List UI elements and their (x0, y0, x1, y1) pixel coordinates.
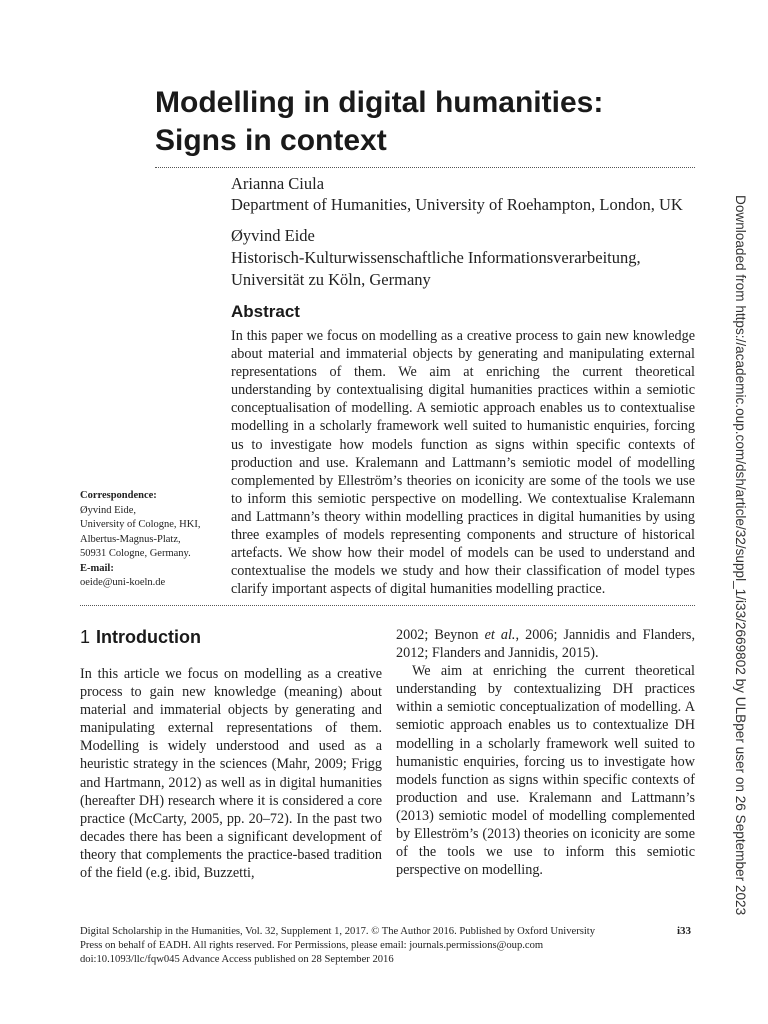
author-affiliation (231, 194, 701, 216)
abstract-heading: Abstract (231, 302, 300, 321)
footer-line: Digital Scholarship in the Humanities, Vol. 32, Supplement 1, 2017. © The Author 2016. Published by Oxford University (80, 926, 596, 937)
email-link[interactable]: oeide@uni-koeln.de (80, 577, 166, 588)
correspondence-block (80, 489, 230, 591)
paper-title (155, 84, 715, 160)
body-column-right (396, 626, 695, 879)
body-paragraph: We aim at enriching the current theoretical understanding by contextualizing DH practices within a semiotic conceptualization of modelling. A semiotic approach enables us to contextualize DH modelling in a scholarly framework well suited to humanistic enquiries, forcing us to investigate how models function as signs within specific contexts of production and use. Kralemann and Lattmann’s (2013) semiotic model of modelling complemented by Elleström’s (2013) theories on iconicity are some of the tools we use to inform this semiotic perspective on modelling. (396, 663, 695, 879)
author-name: Arianna Ciula (231, 174, 325, 193)
correspondence-label: Correspondence: (80, 490, 157, 501)
page-number: i33 (677, 925, 692, 937)
footer-line: Press on behalf of EADH. All rights reserved. For Permissions, please email: journals.permissions@oup.com (80, 940, 544, 951)
section-title: Introduction (96, 627, 201, 647)
footer-line: doi:10.1093/llc/fqw045 Advance Access published on 28 September 2016 (80, 954, 394, 965)
correspondence-line: Øyvind Eide, (80, 504, 136, 516)
title-line-2: Signs in context (155, 124, 387, 157)
citation-emphasis: et al. (484, 627, 516, 643)
body-column-left (80, 665, 382, 882)
abstract-divider (80, 605, 695, 606)
download-notice (724, 195, 756, 916)
title-divider (155, 167, 695, 168)
citation-text: , 2006; Jannidis and Flanders, 2012; Flanders and Jannidis, 2015). (396, 627, 696, 662)
section-heading (80, 627, 201, 648)
author-affiliation (231, 247, 701, 291)
author-name: Øyvind Eide (231, 226, 315, 245)
correspondence-line: Albertus-Magnus-Platz, (80, 533, 181, 545)
abstract-text: In this paper we focus on modelling as a creative process to gain new knowledge about material and immaterial objects by generating and manipulating external representations of them. We aim at enriching the current theoretical understanding by contextualising digital humanities practices within a semiotic conceptualisation of modelling. A semiotic approach enables us to contextualise modelling in a scholarly framework well suited to humanistic enquiries, forcing us to investigate how models function as signs within specific contexts of production and use. Kralemann and Lattmann’s semiotic model of modelling complemented by Elleström’s theories on iconicity are some of the tools we use to inform this semiotic perspective on modelling. We contextualise Kralemann and Lattmann’s theory within modelling practices in digital humanities by using three examples of models representing components and structure of historical artefacts. We show how their model of models can be used to understand and contextualise the models we study and how their classification of model types clarify important aspects of digital humanities modelling practice. (231, 328, 695, 598)
download-notice-text[interactable]: Downloaded from https://academic.oup.com/dsh/article/32/suppl_1/i33/2669802 by ULBper user on 26 September 2023 (733, 195, 748, 916)
correspondence-line: University of Cologne, HKI, (80, 519, 201, 530)
title-line-1: Modelling in digital humanities: (155, 86, 604, 119)
page-footer (80, 925, 660, 967)
correspondence-line: 50931 Cologne, Germany. (80, 548, 191, 559)
citation-text: 2002; Beynon (396, 627, 485, 643)
affiliation-line: Historisch-Kulturwissenschaftliche Informationsverarbeitung, (231, 248, 641, 267)
body-paragraph: In this article we focus on modelling as a creative process to gain new knowledge (meaning) about material and immaterial objects by generating and manipulating external representations of them. Modelling is widely understood and used as a heuristic strategy in the sciences (Mahr, 2009; Frigg and Hartmann, 2012) as well as in digital humanities (hereafter DH) research where it is considered a core practice (McCarty, 2005, pp. 20–72). In the past two decades there has been a significant development of theory that complements the practice-based tradition of the field (e.g. ibid, Buzzetti, (80, 666, 382, 882)
section-number: 1 (80, 627, 91, 647)
body-paragraph (396, 626, 695, 662)
affiliation-line: Department of Humanities, University of Roehampton, London, UK (231, 195, 683, 214)
email-label: E-mail: (80, 562, 114, 574)
affiliation-line: Universität zu Köln, Germany (231, 270, 431, 289)
